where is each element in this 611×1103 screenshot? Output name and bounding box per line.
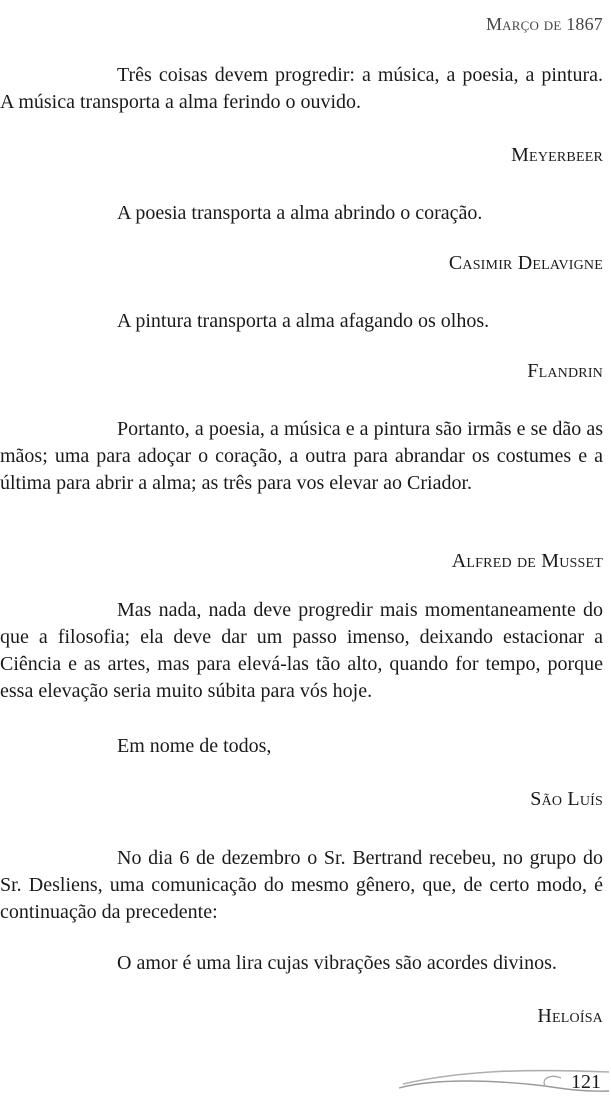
- paragraph-1: Três coisas devem progredir: a música, a poesia, a pintura. A música transporta a alma ferindo o ouvido.: [0, 64, 603, 113]
- paragraph-6: Em nome de todos,: [117, 735, 272, 757]
- paragraph-4: Portanto, a poesia, a música e a pintura são irmãs e se dão as mãos; uma para adoçar o coração, a outra para abrandar os costumes e a última para abrir a alma; as três para vos elevar ao Criador.: [0, 418, 603, 494]
- signature-5: São Luís: [530, 788, 603, 810]
- signature-2: Casimir Delavigne: [448, 252, 603, 274]
- signature-4: Alfred de Musset: [451, 550, 603, 572]
- paragraph-3: A pintura transporta a alma afagando os olhos.: [117, 310, 490, 332]
- page-number: 121: [571, 1071, 601, 1093]
- signature-6: Heloísa: [537, 1005, 603, 1027]
- paragraph-7: No dia 6 de dezembro o Sr. Bertrand recebeu, no grupo do Sr. Desliens, uma comunicação do mesmo gênero, que, de certo modo, é continuação da precedente:: [0, 847, 603, 923]
- paragraph-5: Mas nada, nada deve progredir mais momentaneamente do que a filosofia; ela deve dar um passo imenso, deixando estacionar a Ciência e as artes, mas para elevá-las tão alto, quando for tempo, porque essa elevação seria muito súbita para vós hoje.: [0, 599, 603, 702]
- signature-1: Meyerbeer: [511, 144, 603, 166]
- running-header: Março de 1867: [485, 14, 603, 34]
- signature-3: Flandrin: [527, 360, 603, 382]
- paragraph-8: O amor é uma lira cujas vibrações são acordes divinos.: [117, 952, 557, 974]
- paragraph-2: A poesia transporta a alma abrindo o coração.: [117, 202, 483, 224]
